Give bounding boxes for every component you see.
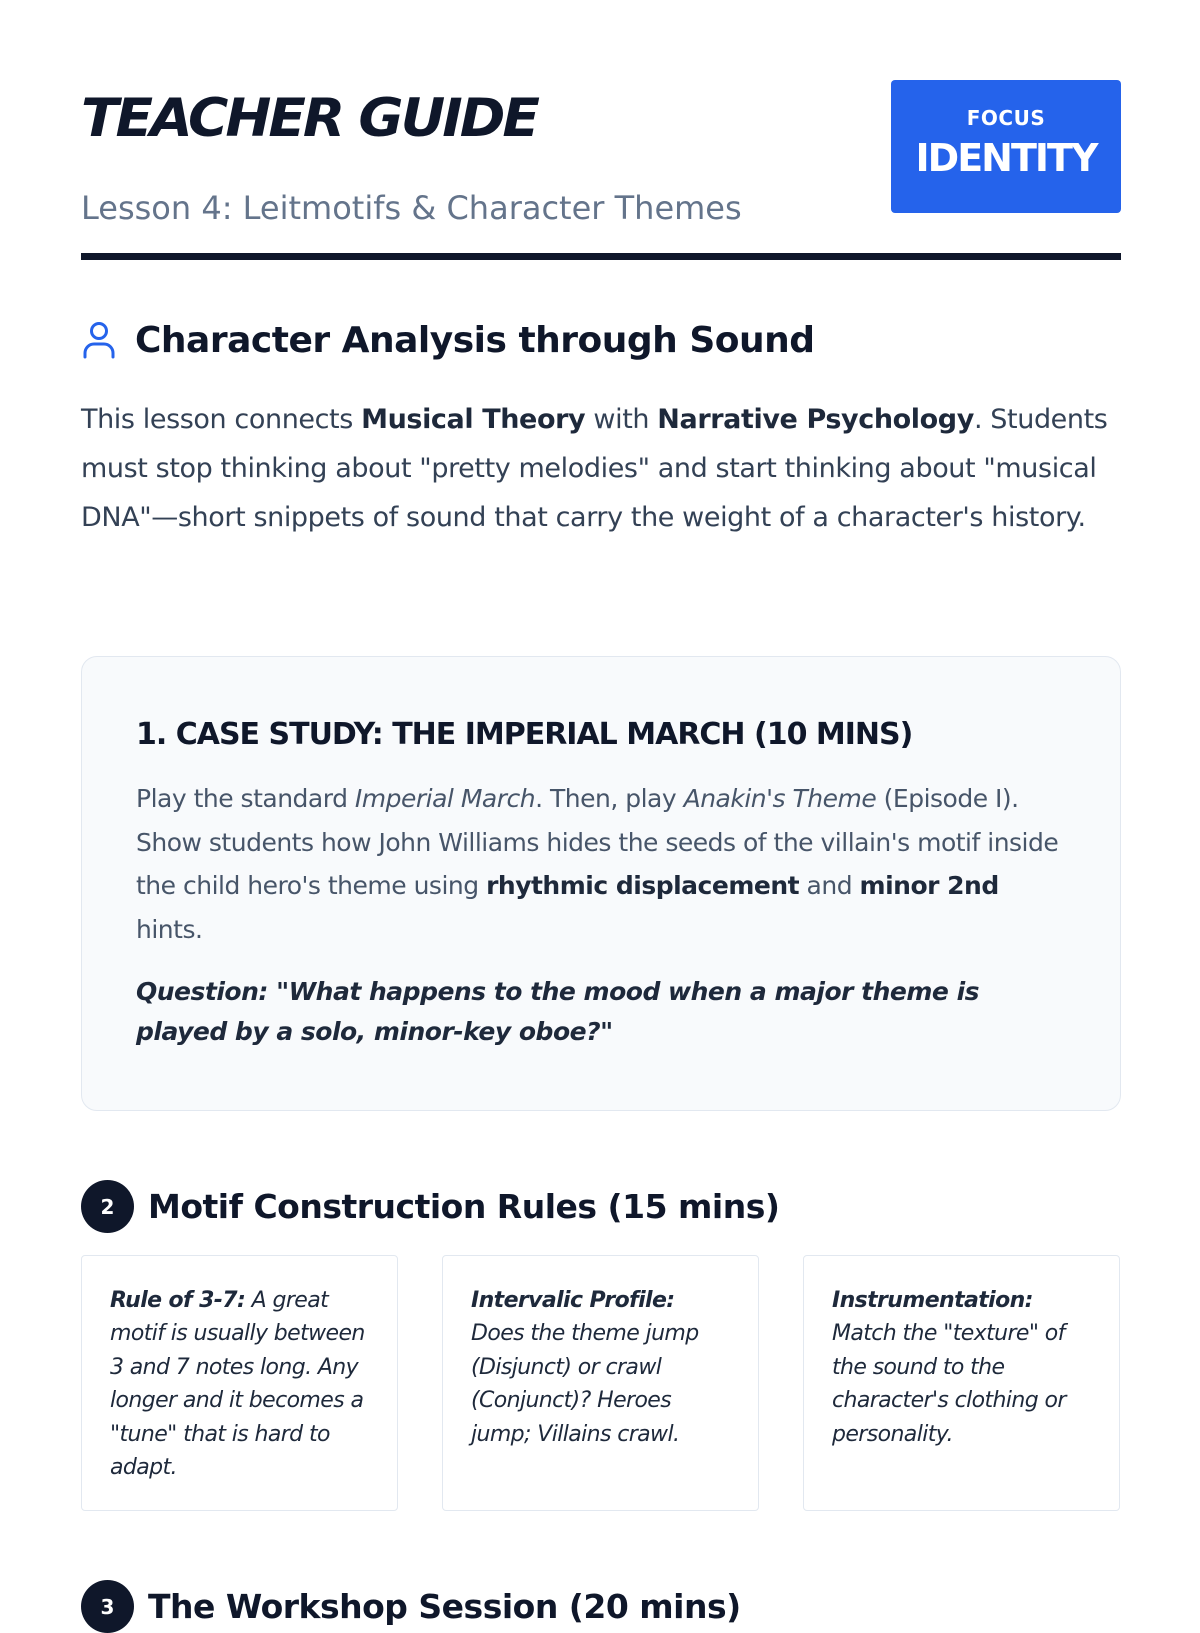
person-icon	[81, 320, 117, 360]
section-number-badge: 2	[81, 1180, 134, 1233]
intro-text: . Students must stop thinking about "pretty melodies" and start thinking about "musical DNA"—short snippets of sound that carry the weight of a character's history.	[81, 404, 1108, 533]
case-study-title: 1. CASE STUDY: THE IMPERIAL MARCH (10 MINS)	[136, 717, 913, 752]
work-title: Imperial March	[354, 784, 536, 813]
rule-label: Instrumentation:	[832, 1288, 1033, 1313]
work-title: Anakin's Theme	[683, 784, 877, 813]
case-study-card	[81, 656, 1121, 1111]
analysis-title: Character Analysis through Sound	[135, 319, 815, 361]
workshop-heading	[81, 1580, 741, 1633]
focus-badge	[891, 80, 1121, 213]
rules-grid	[81, 1255, 1121, 1511]
discussion-question: Question: "What happens to the mood when a major theme is played by a solo, minor-key oboe?"	[136, 977, 980, 1046]
rule-text	[471, 1284, 733, 1451]
header-divider	[81, 253, 1121, 260]
body-text: hints.	[136, 914, 203, 944]
body-text: (Episode I). Show students how John Williams hides the seeds of the villain's motif inside the child hero's theme using	[136, 784, 1059, 900]
intro-paragraph	[81, 395, 1121, 542]
case-study-body	[136, 777, 1066, 951]
rule-description: Match the "texture" of the sound to the character's clothing or personality.	[832, 1321, 1066, 1447]
intro-text: with	[585, 404, 658, 435]
section-number-badge: 3	[81, 1580, 134, 1633]
intro-emphasis: Narrative Psychology	[657, 404, 974, 435]
body-text: . Then, play	[535, 784, 684, 813]
rule-label: Intervalic Profile:	[471, 1288, 675, 1313]
intro-emphasis: Musical Theory	[361, 404, 586, 435]
rule-text	[832, 1284, 1094, 1451]
rules-title: Motif Construction Rules (15 mins)	[148, 1187, 780, 1226]
rule-description: Does the theme jump (Disjunct) or crawl (Conjunct)? Heroes jump; Villains crawl.	[471, 1321, 699, 1447]
rules-heading	[81, 1180, 779, 1233]
rule-label: Rule of 3-7:	[110, 1288, 246, 1313]
rule-description: A great motif is usually between 3 and 7 notes long. Any longer and it becomes a "tune" that is hard to adapt.	[110, 1288, 365, 1481]
body-emphasis: rhythmic displacement	[486, 871, 800, 900]
body-text: Play the standard	[136, 784, 355, 813]
rule-card	[803, 1255, 1120, 1511]
rule-card	[81, 1255, 398, 1511]
analysis-heading	[81, 318, 815, 362]
workshop-title: The Workshop Session (20 mins)	[148, 1587, 741, 1626]
body-text: and	[799, 871, 860, 900]
page-title: TEACHER GUIDE	[81, 87, 537, 149]
intro-text: This lesson connects	[81, 404, 362, 435]
lesson-subtitle: Lesson 4: Leitmotifs & Character Themes	[81, 189, 742, 227]
focus-value: IDENTITY	[915, 136, 1097, 180]
focus-label: FOCUS	[966, 106, 1046, 130]
guide-header	[81, 80, 1121, 260]
body-emphasis: minor 2nd	[859, 871, 999, 900]
rule-text	[110, 1284, 372, 1484]
rule-card	[442, 1255, 759, 1511]
